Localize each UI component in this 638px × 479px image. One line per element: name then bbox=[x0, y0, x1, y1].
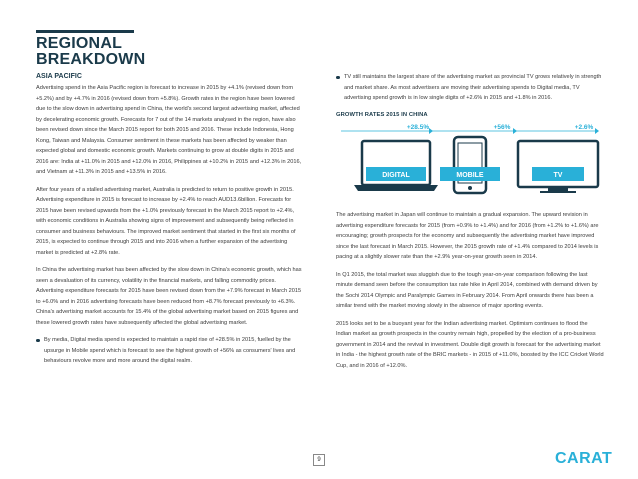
paragraph-japan-q1: In Q1 2015, the total market was sluggish due to the tough year-on-year comparison following the last minute demand seen before the consumption tax rate hike in April 2014, combined with demand driven by the Sochi 2014 Olympic and Paralympic Games in February 2014. From April onwards there has been a similar trend with the market moving slowly in the absence of major sporting events. bbox=[336, 271, 598, 309]
right-column bbox=[336, 72, 604, 378]
title-top-rule bbox=[36, 30, 134, 33]
page-number: 9 bbox=[313, 454, 325, 466]
arrow-mobile-icon bbox=[513, 128, 517, 134]
bullet-tv bbox=[336, 72, 604, 104]
category-label-digital: DIGITAL bbox=[382, 172, 410, 179]
value-label-digital: +28.5% bbox=[406, 124, 430, 131]
laptop-icon bbox=[354, 141, 438, 191]
paragraph-asia-overview: Advertising spend in the Asia Pacific region is forecast to increase in 2015 by +4.1% (revised down from +5.2%) and by +4.7% in 2016 (revised down from +5.8%). Growth rates in the region have been lowered due to the slow down in advertising spend in China, the world's second largest advertising market, affected by decelerating economic growth. Forecasts for 7 out of the 14 markets analysed in the region, have also been revised down since the March 2015 report for both 2015 and 2016. These include Indonesia, Hong Kong, Taiwan and Malaysia. Consumer sentiment in these markets has been affected by weaker than expected global and domestic economic growth. Markets continuing to grow at double digits in 2015 and 2016 are: India at +11.0% in 2015 and +12.0% in 2016, Philippines at +10.2% in 2015 and +12.3% in 2016, and Vietnam at +11.3% in 2015 and +13.5% in 2016. bbox=[36, 85, 302, 175]
value-label-mobile: +56% bbox=[493, 124, 511, 131]
category-label-tv: TV bbox=[553, 172, 563, 179]
bullet-dot bbox=[36, 339, 40, 343]
bullet-digital-media bbox=[36, 335, 302, 367]
chart-title: GROWTH RATES 2015 IN CHINA bbox=[336, 111, 428, 118]
bullet-text: By media, Digital media spend is expected to maintain a rapid rise of +28.5% in 2015, fuelled by the upsurge in Mobile spend which is forecast to see the highest growth of +56% as consumers' lives and behaviours revolve more and more around the digital realm. bbox=[44, 337, 296, 364]
carat-logo: CARAT bbox=[555, 450, 613, 467]
bullet-dot bbox=[336, 76, 340, 80]
value-label-tv: +2.6% bbox=[574, 124, 594, 131]
left-column bbox=[36, 72, 302, 373]
growth-chart-svg bbox=[336, 123, 604, 201]
page-title bbox=[36, 36, 145, 68]
paragraph-japan: The advertising market in Japan will continue to maintain a gradual expansion. The upward revision in advertising expenditure forecasts for 2015 (from +0.9% to +1.4%) and for 2016 (from +1.2% to +1.6%) are encouraging; growth prospects for the economy and subsequently the advertising market have improved since the last forecast in March 2015. However, the 2015 growth rate of +1.4% compared to 2014 levels is pacing at a slightly slower rate than the +2.9% year-on-year growth seen in 2014. bbox=[336, 212, 599, 260]
page-title-line2: BREAKDOWN bbox=[36, 51, 146, 68]
paragraph-india: 2015 looks set to be a buoyant year for the Indian advertising market. Optimism continues to flood the Indian market as growth prospects in the country remain high, propelled by the election of a pro-business government in 2014 and the revival in investment. Double digit growth is forecast for the advertising market in India - the highest growth rate of the BRIC markets - in 2015 of +11.0%, boosted by the ICC Cricket World Cup, and in 2016 of +12.0%. bbox=[336, 320, 604, 369]
page-title-line1: REGIONAL bbox=[36, 35, 123, 52]
arrow-tv-icon bbox=[595, 128, 599, 134]
section-heading-asia-pacific: ASIA PACIFIC bbox=[36, 73, 82, 80]
paragraph-australia: After four years of a stalled advertising market, Australia is predicted to return to positive growth in 2015. Advertising expenditure in 2015 is forecast to increase by +2.4% to reach AUD13.6billion. Forecasts for 2015 have been revised upwards from the +1.0% previously forecast in the March 2015 report to +2.4%, with economic conditions in Australia showing signs of improvement and subsequently being reflected in consumer and business behaviours. The improved market sentiment that started in the first six months of 2015, is expected to continue through 2015 and into 2016 when a further expansion of the advertising market is predicted at +2.8% rate. bbox=[36, 186, 296, 256]
bullet-text: TV still maintains the largest share of the advertising market as provincial TV grows relatively in strength and market share. As most advertisers are moving their advertising spends to Digital media, TV advertising spend growth is in low single digits of +2.6% in 2015 and +1.8% in 2016. bbox=[344, 74, 602, 101]
growth-chart bbox=[336, 123, 604, 201]
paragraph-china: In China the advertising market has been affected by the slow down in China's economic growth, which has seen a devaluation of its currency, volatility in the financial markets, and falling commodity prices. Advertising expenditure forecasts for 2015 have been revised down from the +7.9% forecast in March 2015 to +6.0% and in 2016 advertising forecasts have been reduced from +8.7% forecast previously to +6.3%. China's advertising market accounts for 15.4% of the global advertising market based on 2015 figures and these lowered growth rates have subsequently affected the global advertising market. bbox=[36, 267, 302, 326]
category-label-mobile: MOBILE bbox=[456, 172, 484, 179]
smartphone-icon bbox=[454, 137, 486, 193]
arrow-digital-icon bbox=[429, 128, 433, 134]
